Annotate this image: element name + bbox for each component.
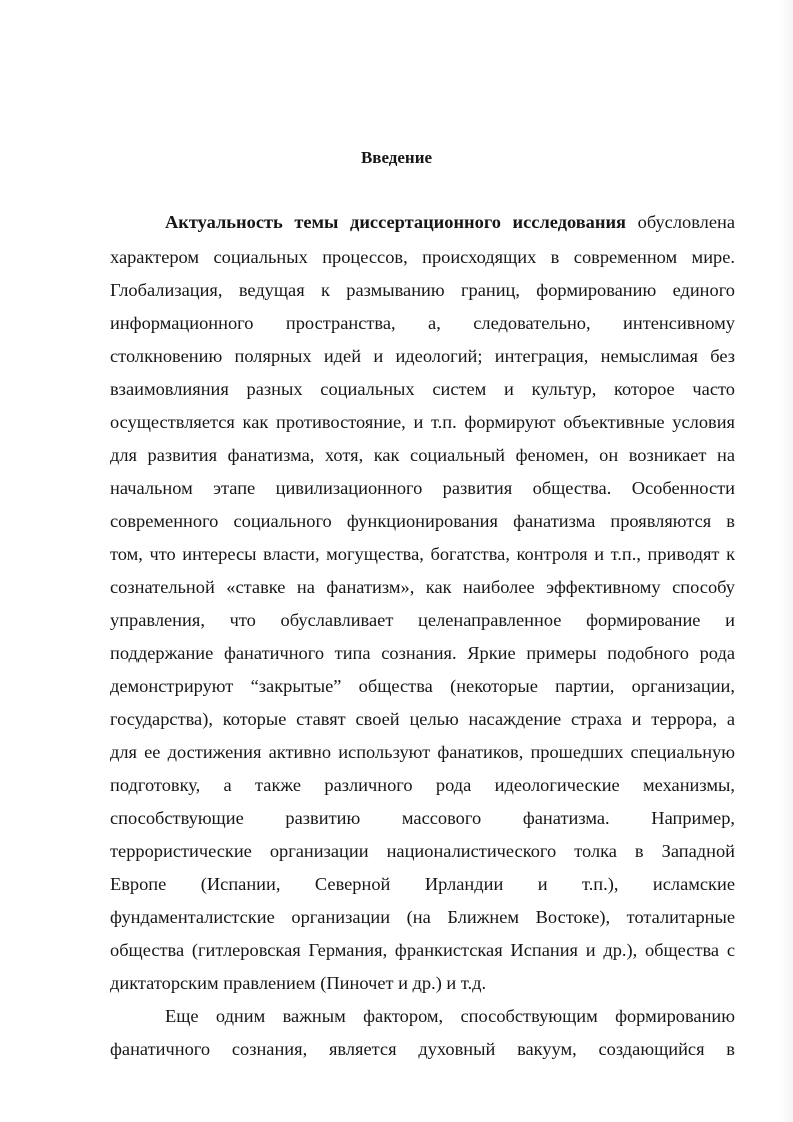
text-line: сознательной «ставке на фанатизм», как наиболее эффективному способу [110,577,735,597]
bold-lead-text: Актуальность темы диссертационного исследования [165,212,627,232]
text-line-fragment: обусловлена [637,212,735,232]
text-line: фундаменталистские организации (на Ближнем Востоке), тоталитарные [110,907,735,927]
text-line: Глобализация, ведущая к размыванию границ, формированию единого [110,280,735,300]
text-line: диктаторским правлением (Пиночет и др.) и т.д. [110,973,487,993]
text-line: для ее достижения активно используют фанатиков, прошедших специальную [110,742,735,762]
text-line: Еще одним важным фактором, способствующим формированию [165,1006,735,1026]
text-line: фанатичного сознания, является духовный вакуум, создающийся в [110,1039,735,1059]
scan-edge-shadow [779,0,793,1122]
text-line: столкновению полярных идей и идеологий; интеграция, немыслимая без [110,346,735,366]
text-line: террористические организации националистического толка в Западной [110,841,735,861]
text-line: осуществляется как противостояние, и т.п. формируют объективные условия [110,412,735,432]
text-line: поддержание фанатичного типа сознания. Яркие примеры подобного рода [110,643,735,663]
text-line: том, что интересы власти, могущества, богатства, контроля и т.п., приводят к [110,544,735,564]
text-line: способствующие развитию массового фанатизма. Например, [110,808,735,828]
text-line: информационного пространства, а, следовательно, интенсивному [110,313,735,333]
text-line: демонстрируют “закрытые” общества (некоторые партии, организации, [110,676,735,696]
text-line: характером социальных процессов, происходящих в современном мире. [110,247,735,267]
text-line [165,206,735,239]
text-line: государства), которые ставят своей целью насаждение страха и террора, а [110,709,735,729]
page-title: Введение [360,148,433,167]
text-line: подготовку, а также различного рода идеологические механизмы, [110,775,735,795]
text-line: современного социального функционирования фанатизма проявляются в [110,511,735,531]
text-line: управления, что обуславливает целенаправленное формирование и [110,610,735,630]
text-line: взаимовлияния разных социальных систем и культур, которое часто [110,379,735,399]
text-line: начальном этапе цивилизационного развития общества. Особенности [110,478,735,498]
text-line: для развития фанатизма, хотя, как социальный феномен, он возникает на [110,445,735,465]
text-line: общества (гитлеровская Германия, франкистская Испания и др.), общества с [110,940,735,960]
text-line: Европе (Испании, Северной Ирландии и т.п.), исламские [110,874,735,894]
